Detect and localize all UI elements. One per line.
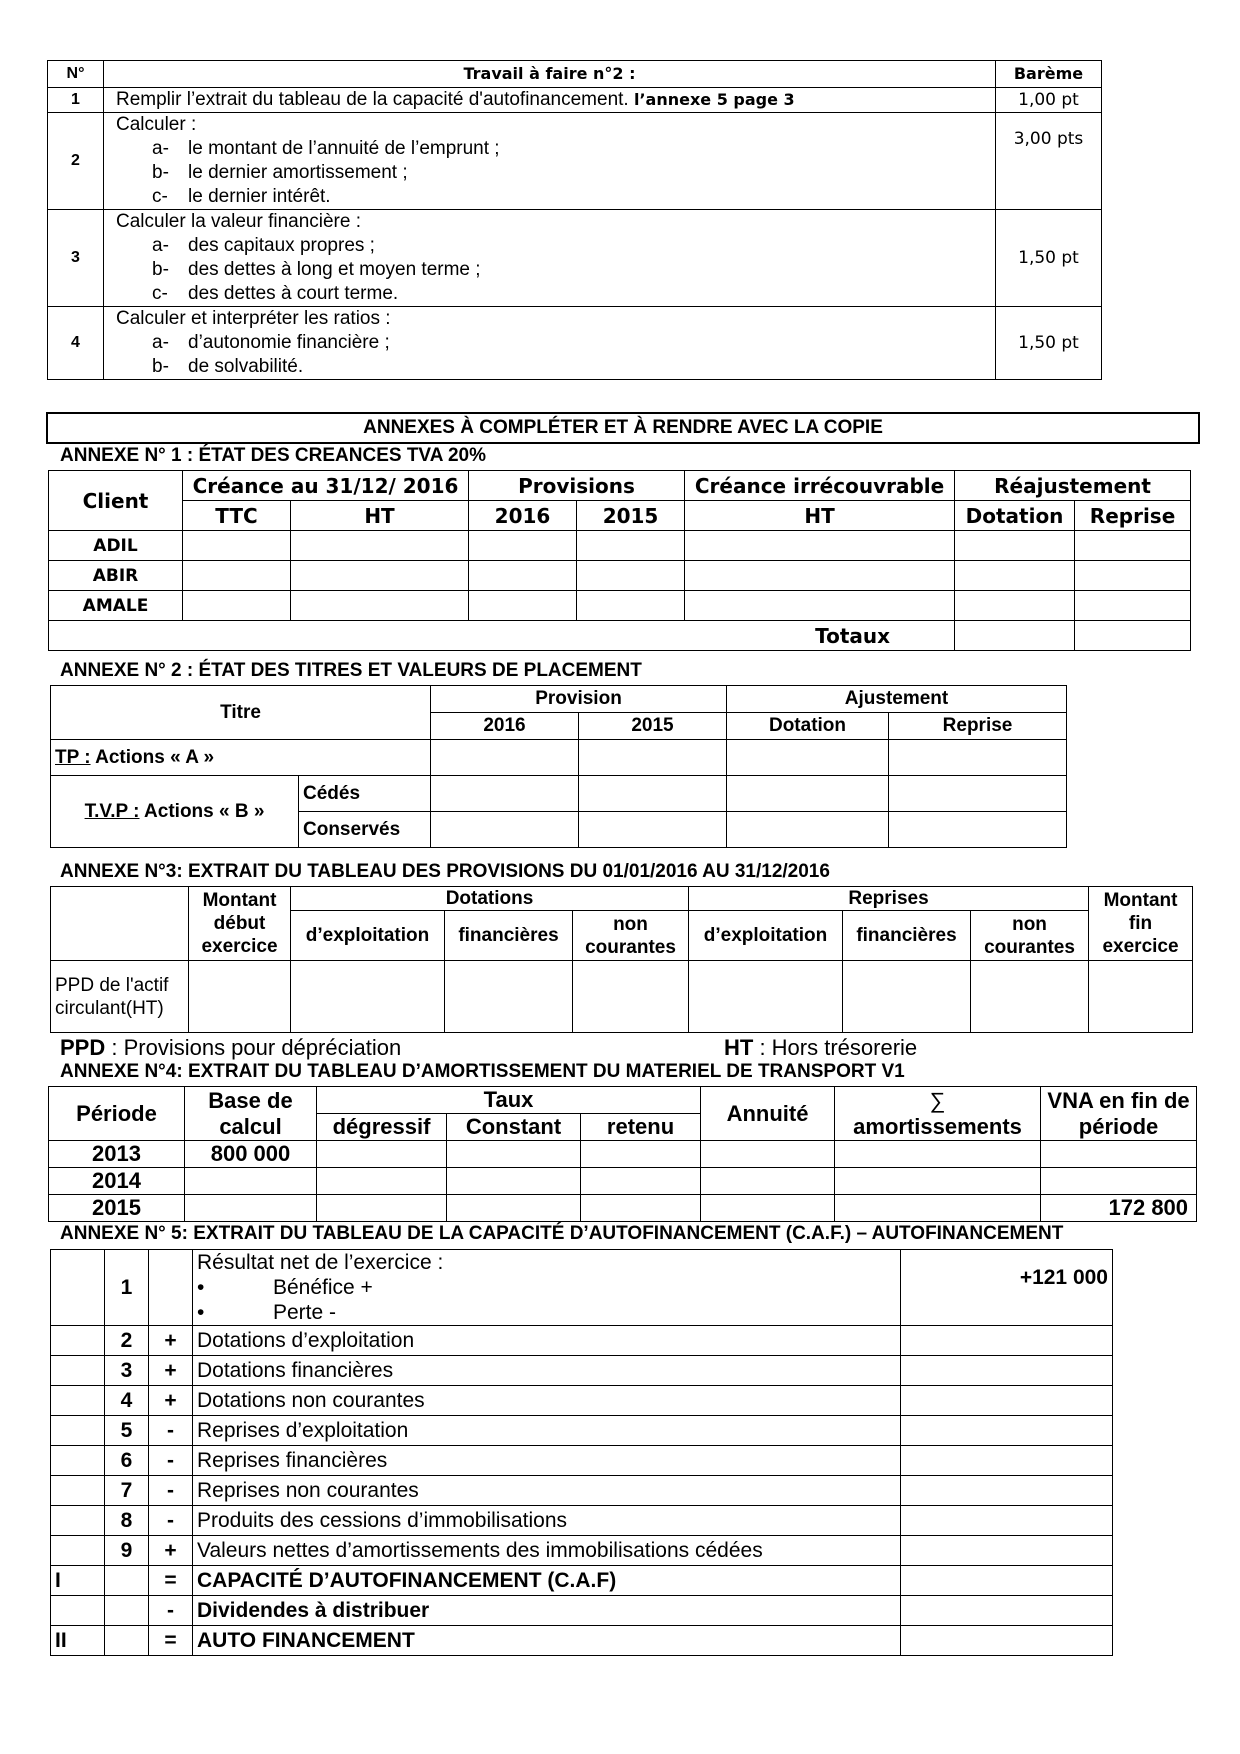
row-sign: - [149, 1416, 193, 1446]
cell[interactable] [889, 776, 1067, 812]
conserves-label: Conservés [299, 812, 431, 848]
cell [51, 1416, 105, 1446]
row-sign: + [149, 1326, 193, 1356]
cell[interactable] [889, 812, 1067, 848]
cell[interactable] [901, 1596, 1113, 1626]
vna[interactable] [1041, 1141, 1197, 1168]
cell[interactable] [579, 740, 727, 776]
annexe5-title: ANNEXE N° 5: EXTRAIT DU TABLEAU DE LA CAPACITÉ D’AUTOFINANCEMENT (C.A.F.) – AUTOFINANCEMENT [60, 1223, 1064, 1244]
perte-label: Perte - [273, 1301, 337, 1324]
header-degressif: dégressif [317, 1114, 447, 1141]
cell [105, 1596, 149, 1626]
header-dot-non-courantes: non courantes [573, 911, 689, 961]
row-label: Reprises d’exploitation [193, 1416, 901, 1446]
task-points: 1,50 pt [996, 307, 1102, 380]
task-intro: Calculer : [116, 114, 197, 135]
cell[interactable] [685, 561, 955, 591]
cell[interactable] [183, 531, 291, 561]
legend-ppd-text: : Provisions pour dépréciation [105, 1035, 402, 1060]
header-taux: Taux [317, 1087, 701, 1114]
header-provision: Provision [431, 686, 727, 713]
cell[interactable] [447, 1141, 581, 1168]
cell [51, 1446, 105, 1476]
header-periode: Période [49, 1087, 185, 1141]
row-num: 4 [105, 1386, 149, 1416]
cell[interactable] [431, 776, 579, 812]
row-num: 8 [105, 1506, 149, 1536]
cell[interactable] [291, 561, 469, 591]
cell[interactable] [445, 961, 573, 1033]
cell[interactable] [727, 812, 889, 848]
header-constant: Constant [447, 1114, 581, 1141]
cell[interactable] [573, 961, 689, 1033]
sigma-icon: ∑ [929, 1087, 946, 1113]
list-item: le dernier amortissement ; [188, 162, 408, 183]
header-dot-exploitation: d’exploitation [291, 911, 445, 961]
cell[interactable] [317, 1168, 447, 1195]
header-2016: 2016 [469, 501, 577, 531]
list-marker: b- [152, 356, 169, 377]
task-num: 4 [48, 307, 104, 380]
row-num: 5 [105, 1416, 149, 1446]
task-points: 3,00 pts [996, 113, 1102, 210]
annexe3-table [50, 886, 1193, 1033]
cell[interactable] [579, 812, 727, 848]
cell[interactable] [901, 1386, 1113, 1416]
cell [51, 1506, 105, 1536]
header-reajustement: Réajustement [955, 471, 1191, 501]
cell[interactable] [901, 1566, 1113, 1596]
row-label: Reprises financières [193, 1446, 901, 1476]
row-sign: + [149, 1356, 193, 1386]
legend-ppd [60, 1036, 401, 1060]
legend-ht-text: : Hors trésorerie [753, 1035, 918, 1060]
cell[interactable] [1089, 961, 1193, 1033]
dividendes-label: Dividendes à distribuer [193, 1596, 901, 1626]
caf-label: CAPACITÉ D’AUTOFINANCEMENT (C.A.F) [193, 1566, 901, 1596]
header-montant-fin: Montant fin exercice [1089, 887, 1193, 961]
cell[interactable] [685, 531, 955, 561]
cell[interactable] [469, 531, 577, 561]
benefice-label: Bénéfice + [273, 1276, 373, 1299]
cell[interactable] [971, 961, 1089, 1033]
header-rep-exploitation: d’exploitation [689, 911, 843, 961]
row-label: Produits des cessions d’immobilisations [193, 1506, 901, 1536]
cell [51, 1536, 105, 1566]
list-marker: a- [152, 332, 169, 353]
cell[interactable] [835, 1168, 1041, 1195]
client-name: ADIL [49, 531, 183, 561]
header-retenu: retenu [581, 1114, 701, 1141]
cell[interactable] [291, 531, 469, 561]
task-main-text: Remplir l’extrait du tableau de la capacité d'autofinancement. [116, 89, 629, 110]
annexe4-title: ANNEXE N°4: EXTRAIT DU TABLEAU D’AMORTISSEMENT DU MATERIEL DE TRANSPORT V1 [60, 1061, 905, 1082]
header-montant-debut: Montant début exercice [189, 887, 291, 961]
header-amortissements-label: amortissements [853, 1113, 1022, 1139]
row-roman: II [51, 1626, 105, 1656]
header-num: N° [48, 61, 104, 88]
annexe1-table [48, 470, 1191, 651]
header-empty [51, 887, 189, 961]
cell[interactable] [581, 1141, 701, 1168]
annexe3-title: ANNEXE N°3: EXTRAIT DU TABLEAU DES PROVISIONS DU 01/01/2016 AU 31/12/2016 [60, 861, 830, 882]
cell[interactable] [685, 591, 955, 621]
annexe2-title: ANNEXE N° 2 : ÉTAT DES TITRES ET VALEURS DE PLACEMENT [60, 660, 642, 681]
cell[interactable] [727, 776, 889, 812]
task-points: 1,00 pt [996, 88, 1102, 113]
header-2016: 2016 [431, 713, 579, 740]
header-ht-irrecouvrable: HT [685, 501, 955, 531]
header-title: Travail à faire n°2 : [104, 61, 996, 88]
row-label: Dotations financières [193, 1356, 901, 1386]
row-num: 3 [105, 1356, 149, 1386]
header-amortissements [835, 1087, 1041, 1141]
cell[interactable] [889, 740, 1067, 776]
task-intro: Calculer et interpréter les ratios : [116, 308, 391, 329]
cell[interactable] [689, 961, 843, 1033]
tp-abbr: TP : [55, 746, 91, 768]
cell[interactable] [1075, 531, 1191, 561]
list-item: des dettes à court terme. [188, 283, 399, 304]
autofinancement-label: AUTO FINANCEMENT [193, 1626, 901, 1656]
task-text [104, 210, 996, 307]
annexe5-table [50, 1249, 1113, 1656]
annexe2-table [50, 685, 1067, 848]
resultat-label: Résultat net de l’exercice : [197, 1251, 444, 1274]
header-provisions: Provisions [469, 471, 685, 501]
header-dotations: Dotations [291, 887, 689, 911]
cell[interactable] [183, 591, 291, 621]
cell[interactable] [447, 1168, 581, 1195]
cell[interactable] [955, 531, 1075, 561]
list-marker: c- [152, 186, 168, 207]
row-label: Reprises non courantes [193, 1476, 901, 1506]
list-marker: a- [152, 138, 169, 159]
task-num: 3 [48, 210, 104, 307]
header-reprises: Reprises [689, 887, 1089, 911]
base: 800 000 [185, 1141, 317, 1168]
row-label: Dotations d’exploitation [193, 1326, 901, 1356]
header-client: Client [49, 471, 183, 531]
cell[interactable] [291, 961, 445, 1033]
cell[interactable] [901, 1446, 1113, 1476]
tvp-text: Actions « B » [139, 800, 265, 822]
tvp-abbr: T.V.P : [84, 800, 140, 822]
task-text [104, 113, 996, 210]
cell [105, 1626, 149, 1656]
cell[interactable] [955, 621, 1075, 651]
list-item: d’autonomie financière ; [188, 332, 390, 353]
row-num: 6 [105, 1446, 149, 1476]
row-num: 2 [105, 1326, 149, 1356]
cell [51, 1250, 105, 1326]
list-marker: c- [152, 283, 168, 304]
cell [105, 1566, 149, 1596]
header-irrecouvrable: Créance irrécouvrable [685, 471, 955, 501]
cell[interactable] [901, 1326, 1113, 1356]
header-dot-financieres: financières [445, 911, 573, 961]
cell[interactable] [469, 561, 577, 591]
bullet-icon: • [197, 1301, 205, 1324]
row-sign: - [149, 1446, 193, 1476]
legend-ppd-abbr: PPD [60, 1035, 106, 1060]
cell[interactable] [1075, 561, 1191, 591]
tp-label [51, 740, 431, 776]
cell [51, 1476, 105, 1506]
periode: 2014 [49, 1168, 185, 1195]
cell[interactable] [1075, 591, 1191, 621]
cell[interactable] [901, 1416, 1113, 1446]
tp-text: Actions « A » [90, 746, 215, 768]
row-ppd-label: PPD de l'actif circulant(HT) [51, 961, 189, 1033]
cell[interactable] [901, 1506, 1113, 1536]
header-reprise: Reprise [1075, 501, 1191, 531]
header-ajustement: Ajustement [727, 686, 1067, 713]
list-item: des dettes à long et moyen terme ; [188, 259, 481, 280]
cell[interactable] [291, 591, 469, 621]
cell[interactable] [577, 591, 685, 621]
cell [51, 1596, 105, 1626]
cell[interactable] [901, 1476, 1113, 1506]
task-points: 1,50 pt [996, 210, 1102, 307]
row-num: 7 [105, 1476, 149, 1506]
header-base: Base de calcul [185, 1087, 317, 1141]
header-titre: Titre [51, 686, 431, 740]
task-intro: Calculer la valeur financière : [116, 211, 362, 232]
row-sign: + [149, 1536, 193, 1566]
row-sign: = [149, 1626, 193, 1656]
client-name: AMALE [49, 591, 183, 621]
cell[interactable] [317, 1141, 447, 1168]
row-num: 1 [105, 1250, 149, 1326]
row-label: Dotations non courantes [193, 1386, 901, 1416]
cell[interactable] [901, 1536, 1113, 1566]
header-2015: 2015 [579, 713, 727, 740]
resultat-value: +121 000 [901, 1250, 1113, 1326]
cell[interactable] [431, 740, 579, 776]
bullet-icon: • [197, 1276, 205, 1299]
cell [51, 1356, 105, 1386]
task-num: 2 [48, 113, 104, 210]
header-bareme: Barème [996, 61, 1102, 88]
header-annuite: Annuité [701, 1087, 835, 1141]
cell[interactable] [701, 1168, 835, 1195]
cell[interactable] [901, 1626, 1113, 1656]
resultat-cell [193, 1250, 901, 1326]
list-item: des capitaux propres ; [188, 235, 375, 256]
cell[interactable] [843, 961, 971, 1033]
cell[interactable] [1075, 621, 1191, 651]
cell[interactable] [447, 1195, 581, 1222]
cell[interactable] [835, 1195, 1041, 1222]
cell[interactable] [701, 1195, 835, 1222]
cell[interactable] [317, 1195, 447, 1222]
row-sign: - [149, 1506, 193, 1536]
base[interactable] [185, 1168, 317, 1195]
cell[interactable] [469, 591, 577, 621]
task-text [104, 307, 996, 380]
cell[interactable] [835, 1141, 1041, 1168]
header-ht: HT [291, 501, 469, 531]
row-sign: = [149, 1566, 193, 1596]
cell[interactable] [701, 1141, 835, 1168]
base[interactable] [185, 1195, 317, 1222]
list-marker: a- [152, 235, 169, 256]
cell [51, 1386, 105, 1416]
cell[interactable] [183, 561, 291, 591]
row-roman: I [51, 1566, 105, 1596]
header-rep-non-courantes: non courantes [971, 911, 1089, 961]
legend-ht-abbr: HT [724, 1035, 754, 1060]
list-item: le montant de l’annuité de l’emprunt ; [188, 138, 500, 159]
cell[interactable] [955, 561, 1075, 591]
cell[interactable] [901, 1356, 1113, 1386]
list-marker: b- [152, 162, 169, 183]
annexe1-title: ANNEXE N° 1 : ÉTAT DES CREANCES TVA 20% [60, 445, 487, 466]
cell[interactable] [955, 591, 1075, 621]
cell[interactable] [431, 812, 579, 848]
annexes-banner: ANNEXES À COMPLÉTER ET À RENDRE AVEC LA COPIE [46, 412, 1200, 444]
row-num: 9 [105, 1536, 149, 1566]
header-dotation: Dotation [955, 501, 1075, 531]
cell [149, 1250, 193, 1326]
cell[interactable] [577, 531, 685, 561]
row-sign: - [149, 1596, 193, 1626]
cell[interactable] [581, 1168, 701, 1195]
cell[interactable] [727, 740, 889, 776]
cell [51, 1326, 105, 1356]
header-2015: 2015 [577, 501, 685, 531]
cell[interactable] [577, 561, 685, 591]
row-sign: - [149, 1476, 193, 1506]
travail-table [47, 60, 1102, 380]
header-vna: VNA en fin de période [1041, 1087, 1197, 1141]
periode: 2013 [49, 1141, 185, 1168]
list-marker: b- [152, 259, 169, 280]
client-name: ABIR [49, 561, 183, 591]
legend-ht [724, 1036, 917, 1060]
cell[interactable] [579, 776, 727, 812]
list-item: le dernier intérêt. [188, 186, 331, 207]
cell[interactable] [189, 961, 291, 1033]
row-sign: + [149, 1386, 193, 1416]
cell[interactable] [581, 1195, 701, 1222]
annexe4-table [48, 1086, 1197, 1222]
row-label: Valeurs nettes d’amortissements des immobilisations cédées [193, 1536, 901, 1566]
header-dotation: Dotation [727, 713, 889, 740]
task-annex-ref: l’annexe 5 page 3 [633, 90, 795, 109]
task-text [104, 88, 996, 113]
header-creance: Créance au 31/12/ 2016 [183, 471, 469, 501]
vna[interactable] [1041, 1168, 1197, 1195]
vna: 172 800 [1041, 1195, 1197, 1222]
task-num: 1 [48, 88, 104, 113]
cedes-label: Cédés [299, 776, 431, 812]
header-reprise: Reprise [889, 713, 1067, 740]
totaux-label: Totaux [49, 621, 955, 651]
header-rep-financieres: financières [843, 911, 971, 961]
header-ttc: TTC [183, 501, 291, 531]
tvp-label [51, 776, 299, 848]
periode: 2015 [49, 1195, 185, 1222]
list-item: de solvabilité. [188, 356, 304, 377]
